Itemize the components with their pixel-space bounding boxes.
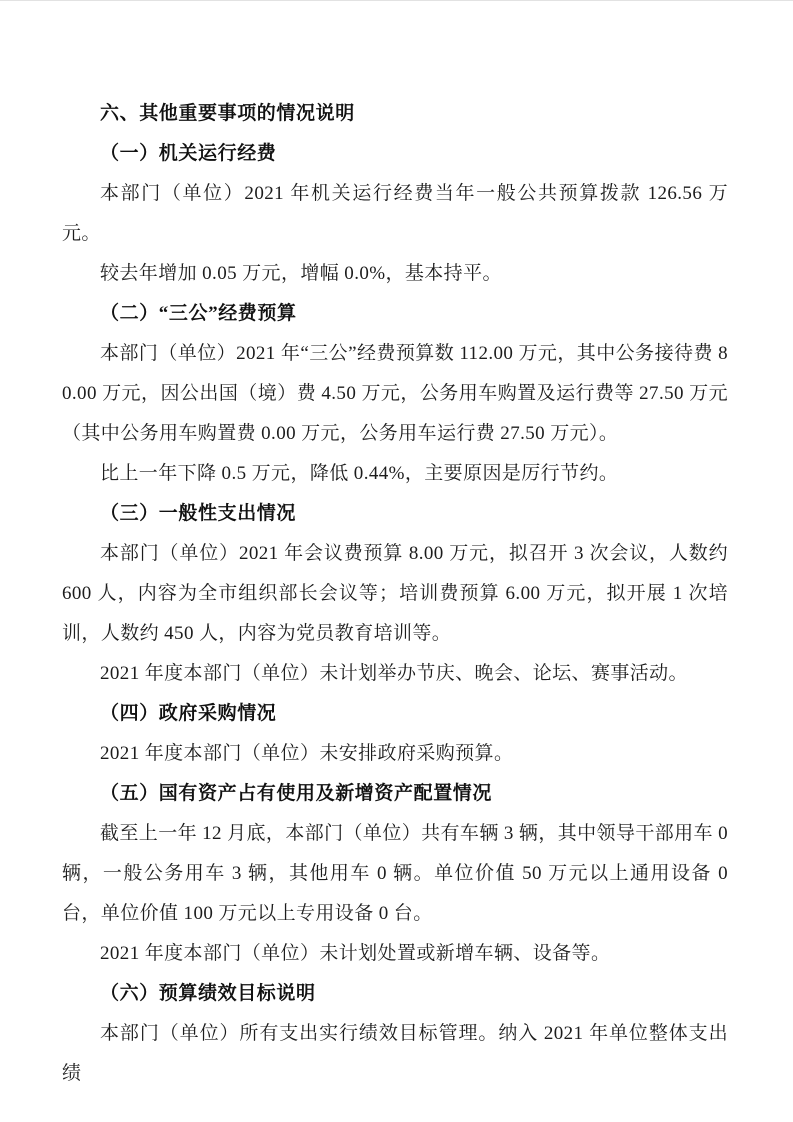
- paragraph: 比上一年下降 0.5 万元，降低 0.44%，主要原因是厉行节约。: [100, 463, 619, 484]
- document-content: [62, 94, 728, 1094]
- section-government-procurement: [62, 694, 728, 774]
- paragraph: 截至上一年 12 月底，本部门（单位）共有车辆 3 辆，其中领导干部用车 0 辆，一般公务用车 3 辆，其他用车 0 辆。单位价值 50 万元以上通用设备 0 台，单位价值 100 万元以上专用设备 0 台。: [62, 823, 728, 924]
- paragraph: 2021 年度本部门（单位）未计划处置或新增车辆、设备等。: [100, 943, 611, 964]
- section-state-owned-assets: [62, 774, 728, 974]
- section-budget-performance-goals: [62, 974, 728, 1094]
- section-three-public-expenses-budget: [62, 294, 728, 494]
- section-heading: （六）预算绩效目标说明: [100, 983, 316, 1004]
- paragraph: 2021 年度本部门（单位）未计划举办节庆、晚会、论坛、赛事活动。: [100, 663, 688, 684]
- paragraph: 较去年增加 0.05 万元，增幅 0.0%，基本持平。: [100, 263, 502, 284]
- page-top-edge-line: [0, 0, 793, 1]
- main-heading: 六、其他重要事项的情况说明: [100, 103, 355, 124]
- section-heading: （二）“三公”经费预算: [100, 303, 297, 324]
- section-heading: （五）国有资产占有使用及新增资产配置情况: [100, 783, 493, 804]
- paragraph: 本部门（单位）所有支出实行绩效目标管理。纳入 2021 年单位整体支出绩: [62, 1023, 728, 1084]
- paragraph: 2021 年度本部门（单位）未安排政府采购预算。: [100, 743, 514, 764]
- section-general-expenditure: [62, 494, 728, 694]
- section-agency-operating-funds: [62, 134, 728, 294]
- section-heading: （四）政府采购情况: [100, 703, 277, 724]
- section-heading: （一）机关运行经费: [100, 143, 277, 164]
- paragraph: 本部门（单位）2021 年会议费预算 8.00 万元，拟召开 3 次会议，人数约 600 人，内容为全市组织部长会议等；培训费预算 6.00 万元，拟开展 1 次培训，人数约 450 人，内容为党员教育培训等。: [62, 543, 728, 644]
- section-heading: （三）一般性支出情况: [100, 503, 297, 524]
- paragraph: 本部门（单位）2021 年“三公”经费预算数 112.00 万元，其中公务接待费 80.00 万元，因公出国（境）费 4.50 万元，公务用车购置及运行费等 27.50 万元（其中公务用车购置费 0.00 万元，公务用车运行费 27.50 万元）。: [62, 343, 728, 444]
- paragraph: 本部门（单位）2021 年机关运行经费当年一般公共预算拨款 126.56 万元。: [62, 183, 728, 244]
